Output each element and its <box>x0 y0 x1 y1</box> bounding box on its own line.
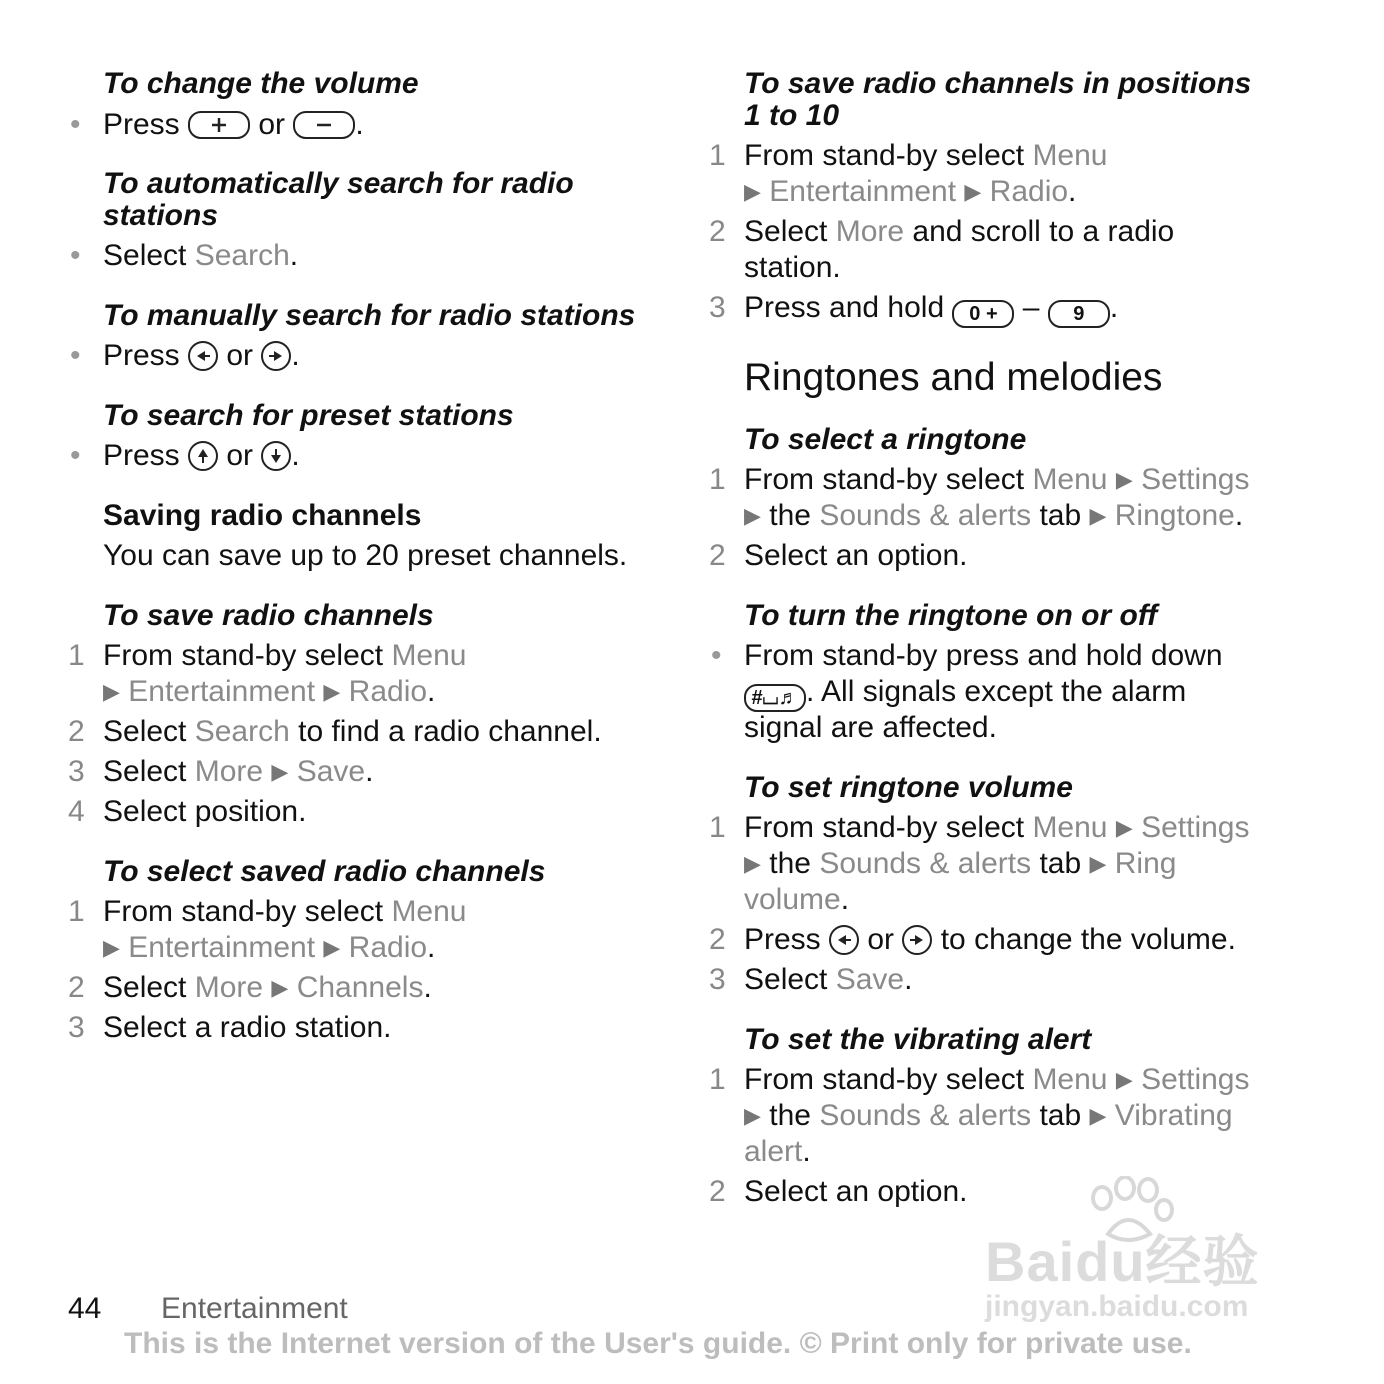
pos-step-2-line2: station. <box>744 251 841 284</box>
step-manual-search: Press or . <box>103 339 300 372</box>
arrow-icon: ▶ <box>1115 1067 1133 1092</box>
heading-saving-channels: Saving radio channels <box>103 499 422 532</box>
menu-term-channels: Channels <box>296 971 424 1004</box>
step-number: 4 <box>68 795 85 828</box>
save-step-3: Select More ▶ Save. <box>103 755 374 788</box>
save-step-2: Select Search to find a radio channel. <box>103 715 602 748</box>
heading-change-volume: To change the volume <box>103 67 419 100</box>
vibrate-step-2: Select an option. <box>744 1175 968 1208</box>
menu-term-entertainment: Entertainment <box>128 675 316 708</box>
nav-left-icon <box>188 341 218 371</box>
nav-down-icon <box>261 441 291 471</box>
key-0-plus-icon: 0 + <box>952 300 1014 328</box>
volume-step-1-line2: ▶ the Sounds & alerts tab ▶ Ring <box>744 847 1177 880</box>
menu-term-radio: Radio <box>348 675 428 708</box>
menu-term-entertainment: Entertainment <box>128 931 316 964</box>
menu-term-sounds-alerts: Sounds & alerts <box>819 499 1032 532</box>
step-number: 3 <box>709 963 726 996</box>
section-title: Ringtones and melodies <box>744 356 1163 399</box>
saving-channels-body: You can save up to 20 preset channels. <box>103 539 628 572</box>
volume-step-1-line3: volume. <box>744 883 850 916</box>
ringtone-step-1-line1: From stand-by select Menu ▶ Settings <box>744 463 1250 496</box>
arrow-icon: ▶ <box>271 975 289 1000</box>
pos-step-3: Press and hold 0 + – 9 . <box>744 290 1118 328</box>
menu-term-more: More <box>194 971 264 1004</box>
menu-term-menu: Menu <box>1032 463 1108 496</box>
watermark-url: jingyan.baidu.com <box>985 1290 1249 1323</box>
nav-left-icon <box>829 925 859 955</box>
heading-ringtone-onoff: To turn the ringtone on or off <box>744 599 1158 632</box>
step-number: 1 <box>68 895 85 928</box>
arrow-icon: ▶ <box>103 679 120 704</box>
menu-term-sounds-alerts: Sounds & alerts <box>819 847 1032 880</box>
arrow-icon: ▶ <box>271 759 289 784</box>
heading-save-positions-line1: To save radio channels in positions <box>744 67 1252 100</box>
arrow-icon: ▶ <box>1115 467 1133 492</box>
step-number: 2 <box>68 715 85 748</box>
step-number: 2 <box>709 215 726 248</box>
footer-section: Entertainment <box>161 1292 348 1325</box>
menu-term-settings: Settings <box>1141 463 1250 496</box>
arrow-icon: ▶ <box>744 503 761 528</box>
pos-step-1-line1: From stand-by select Menu <box>744 139 1108 172</box>
key-9-icon: 9 <box>1048 300 1110 328</box>
heading-ringtone-volume: To set ringtone volume <box>744 771 1073 804</box>
arrow-icon: ▶ <box>744 851 761 876</box>
onoff-line3: signal are affected. <box>744 711 997 744</box>
bullet-marker: • <box>70 239 81 272</box>
step-preset-search: Press or . <box>103 439 300 472</box>
heading-preset-search: To search for preset stations <box>103 399 514 432</box>
menu-term-menu: Menu <box>391 639 467 672</box>
heading-save-positions-line2: 1 to 10 <box>744 99 840 132</box>
saved-step-3: Select a radio station. <box>103 1011 392 1044</box>
footer-note: This is the Internet version of the User's guide. © Print only for private use. <box>124 1327 1192 1360</box>
arrow-icon: ▶ <box>1115 815 1133 840</box>
step-number: 1 <box>709 463 726 496</box>
step-number: 2 <box>68 971 85 1004</box>
save-step-1-line2: ▶ Entertainment ▶ Radio. <box>103 675 436 708</box>
menu-term-more: More <box>194 755 264 788</box>
step-auto-search: Select Search. <box>103 239 299 272</box>
bullet-marker: • <box>711 639 722 672</box>
pos-step-1-line2: ▶ Entertainment ▶ Radio. <box>744 175 1077 208</box>
heading-select-ringtone: To select a ringtone <box>744 423 1027 456</box>
vibrate-step-1-line2: ▶ the Sounds & alerts tab ▶ Vibrating <box>744 1099 1233 1132</box>
volume-step-1-line1: From stand-by select Menu ▶ Settings <box>744 811 1250 844</box>
menu-term-search: Search <box>194 239 290 272</box>
watermark-logo: Baidu经验 <box>985 1230 1260 1293</box>
menu-term-more: More <box>835 215 905 248</box>
step-number: 3 <box>709 291 726 324</box>
arrow-icon: ▶ <box>964 179 982 204</box>
menu-term-sounds-alerts: Sounds & alerts <box>819 1099 1032 1132</box>
arrow-icon: ▶ <box>103 935 120 960</box>
arrow-icon: ▶ <box>323 679 341 704</box>
heading-auto-search-line2: stations <box>103 199 219 232</box>
vibrate-step-1-line1: From stand-by select Menu ▶ Settings <box>744 1063 1250 1096</box>
ringtone-step-2: Select an option. <box>744 539 968 572</box>
menu-term-ringtone: Ringtone <box>1114 499 1235 532</box>
saved-step-1-line1: From stand-by select Menu <box>103 895 467 928</box>
menu-term-menu: Menu <box>391 895 467 928</box>
menu-term-ring: Ring <box>1114 847 1177 880</box>
step-number: 1 <box>709 811 726 844</box>
onoff-line1: From stand-by press and hold down <box>744 639 1223 672</box>
save-step-4: Select position. <box>103 795 307 828</box>
pos-step-2-line1: Select More and scroll to a radio <box>744 215 1175 248</box>
vibrate-step-1-line3: alert. <box>744 1135 811 1168</box>
step-number: 3 <box>68 755 85 788</box>
heading-save-channels: To save radio channels <box>103 599 434 632</box>
heading-select-saved: To select saved radio channels <box>103 855 546 888</box>
menu-term-save: Save <box>835 963 905 996</box>
volume-step-2: Press or to change the volume. <box>744 923 1236 956</box>
menu-term-vibrating: Vibrating <box>1114 1099 1233 1132</box>
menu-term-radio: Radio <box>989 175 1069 208</box>
nav-right-icon <box>261 341 291 371</box>
menu-term-entertainment: Entertainment <box>769 175 957 208</box>
bullet-marker: • <box>70 339 81 372</box>
save-step-1-line1: From stand-by select Menu <box>103 639 467 672</box>
step-number: 1 <box>68 639 85 672</box>
arrow-icon: ▶ <box>1089 503 1107 528</box>
step-change-volume: Press or . <box>103 108 364 141</box>
arrow-icon: ▶ <box>1089 851 1107 876</box>
bullet-marker: • <box>70 439 81 472</box>
nav-right-icon <box>902 925 932 955</box>
menu-term-settings: Settings <box>1141 1063 1250 1096</box>
menu-term-volume: volume <box>744 883 841 916</box>
menu-term-menu: Menu <box>1032 811 1108 844</box>
arrow-icon: ▶ <box>744 1103 761 1128</box>
step-number: 2 <box>709 539 726 572</box>
menu-term-menu: Menu <box>1032 1063 1108 1096</box>
step-number: 2 <box>709 1175 726 1208</box>
menu-term-alert: alert <box>744 1135 803 1168</box>
step-number: 2 <box>709 923 726 956</box>
step-number: 1 <box>709 1063 726 1096</box>
menu-term-settings: Settings <box>1141 811 1250 844</box>
saved-step-2: Select More ▶ Channels. <box>103 971 432 1004</box>
heading-auto-search-line1: To automatically search for radio <box>103 167 574 200</box>
volume-down-key-icon <box>293 111 355 139</box>
arrow-icon: ▶ <box>323 935 341 960</box>
step-number: 3 <box>68 1011 85 1044</box>
arrow-icon: ▶ <box>744 179 761 204</box>
step-number: 1 <box>709 139 726 172</box>
bullet-marker: • <box>70 108 81 141</box>
saved-step-1-line2: ▶ Entertainment ▶ Radio. <box>103 931 436 964</box>
heading-manual-search: To manually search for radio stations <box>103 299 636 332</box>
heading-vibrating-alert: To set the vibrating alert <box>744 1023 1092 1056</box>
menu-term-radio: Radio <box>348 931 428 964</box>
hash-silent-key-icon: #⌴♬ <box>744 684 806 712</box>
page-number: 44 <box>68 1292 102 1325</box>
volume-step-3: Select Save. <box>744 963 913 996</box>
menu-term-save: Save <box>296 755 366 788</box>
arrow-icon: ▶ <box>1089 1103 1107 1128</box>
volume-up-key-icon <box>188 111 250 139</box>
menu-term-menu: Menu <box>1032 139 1108 172</box>
menu-term-search: Search <box>194 715 290 748</box>
ringtone-step-1-line2: ▶ the Sounds & alerts tab ▶ Ringtone. <box>744 499 1244 532</box>
onoff-line2: #⌴♬ . All signals except the alarm <box>744 674 1186 712</box>
nav-up-icon <box>188 441 218 471</box>
